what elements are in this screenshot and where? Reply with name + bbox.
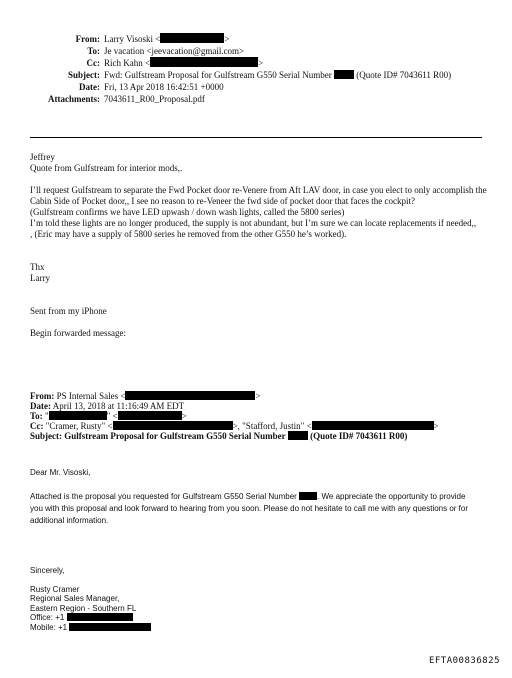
email-body [30, 152, 490, 339]
salutation: Dear Mr. Visoski, [30, 468, 91, 477]
closing-thx: Thx [30, 262, 45, 272]
attachment-link[interactable]: 7043611_R00_Proposal.pdf [104, 94, 205, 104]
header-cc-row [0, 57, 512, 69]
signature-closing: Sincerely, [30, 566, 65, 575]
redaction-box [160, 33, 224, 43]
header-date-row [0, 81, 512, 93]
header-date-value: Fri, 13 Apr 2018 16:42:51 +0000 [104, 82, 224, 92]
header-divider [30, 137, 482, 138]
body-paragraph: (Gulfstream confirms we have LED upwash / down wash lights, called the 5800 series) [30, 207, 345, 217]
signature-region: Eastern Region - Southern FL [30, 603, 137, 613]
fwd-date-row [30, 401, 500, 411]
header-subject-value: Fwd: Gulfstream Proposal for Gulfstream G550 Serial Number [104, 70, 332, 80]
fwd-to-value: " [44, 411, 49, 421]
fwd-cc-mid: >, "Stafford, Justin" < [232, 421, 312, 431]
email-header [0, 33, 512, 105]
header-subject-label: Subject: [68, 70, 100, 80]
redaction-box [334, 70, 354, 79]
forwarded-message [30, 467, 480, 527]
fwd-to-row [30, 411, 500, 421]
fwd-from-suffix: > [255, 391, 261, 401]
redaction-box [125, 391, 255, 400]
header-cc-suffix: > [258, 58, 264, 68]
closing-name: Larry [30, 273, 50, 283]
fwd-from-row [30, 391, 500, 401]
fwd-from-label: From: [30, 391, 55, 401]
fwd-subject-suffix: (Quote ID# 7043611 R00) [310, 431, 408, 441]
signature-name: Rusty Cramer [30, 584, 80, 594]
header-to-label: To: [87, 46, 100, 56]
signature-mobile: Mobile: +1 [30, 623, 330, 633]
body-paragraph: I’ll request Gulfstream to separate the Fwd Pocket door re-Venere from Aft LAV door, in case you elect to only accomplish the Cabin Side of Pocket door,, I see no reason to re-Veneer the fwd side of pocket door that faces the cockpit? [30, 185, 487, 206]
fwd-cc-row [30, 421, 500, 431]
fwd-cc-label: Cc: [30, 421, 44, 431]
fwd-subject-label: Subject: [30, 431, 62, 441]
header-to-value: Je vacation <jeevacation@gmail.com> [104, 46, 245, 56]
fwd-subject-value: Gulfstream Proposal for Gulfstream G550 Serial Number [64, 431, 286, 441]
fwd-to-label: To: [30, 411, 43, 421]
begin-forwarded: Begin forwarded message: [30, 328, 126, 338]
header-from-row [0, 33, 512, 45]
signature-office: Office: +1 [30, 613, 330, 623]
redaction-box [113, 421, 233, 430]
fwd-subject-row [30, 431, 500, 441]
message-paragraph: Attached is the proposal you requested for Gulfstream G550 Serial Number . We appreciate the opportunity to provide you with this proposal and look forward to hearing from you soon. Please do not hesitate to call me with any questions or for additional information. [30, 492, 469, 525]
greeting: Jeffrey [30, 152, 55, 162]
redaction-box [150, 57, 258, 67]
fwd-date-value: April 13, 2018 at 11:16:49 AM EDT [52, 401, 185, 411]
header-subject-row [0, 69, 512, 81]
fwd-cc-value: "Cramer, Rusty" < [45, 421, 113, 431]
redaction-box [312, 421, 434, 430]
fwd-to-suffix: > [181, 411, 187, 421]
body-paragraph: , (Eric may have a supply of 5800 series he removed from the other G550 he’s worked). [30, 229, 347, 239]
body-line: Quote from Gulfstream for interior mods,. [30, 163, 183, 173]
header-cc-value: Rich Kahn < [104, 58, 151, 68]
redaction-box [299, 492, 317, 500]
body-paragraph: I’m told these lights are no longer produced, the supply is not abundant, but I’m sure we can locate replacements if needed,, [30, 218, 477, 228]
fwd-cc-suffix: > [433, 421, 439, 431]
header-attachments-row [0, 93, 512, 105]
header-subject-suffix: (Quote ID# 7043611 R00) [356, 70, 452, 80]
fwd-to-mid: " < [106, 411, 118, 421]
header-to-row [0, 45, 512, 57]
header-cc-label: Cc: [86, 58, 100, 68]
sent-from: Sent from my iPhone [30, 306, 107, 316]
fwd-date-label: Date: [30, 401, 51, 411]
fwd-from-value: PS Internal Sales < [56, 391, 126, 401]
header-from-suffix: > [224, 34, 230, 44]
header-attachments-label: Attachments: [48, 94, 100, 104]
redaction-box [288, 431, 308, 440]
signature-block [30, 566, 330, 632]
redaction-box [118, 411, 182, 420]
redaction-box [69, 623, 151, 631]
bates-number: EFTA00836825 [428, 656, 500, 666]
header-from-label: From: [75, 34, 100, 44]
forwarded-header [30, 391, 500, 441]
redaction-box [49, 411, 107, 420]
signature-title: Regional Sales Manager, [30, 594, 120, 603]
header-date-label: Date: [79, 82, 100, 92]
redaction-box [67, 613, 133, 621]
header-from-value: Larry Visoski < [104, 34, 161, 44]
